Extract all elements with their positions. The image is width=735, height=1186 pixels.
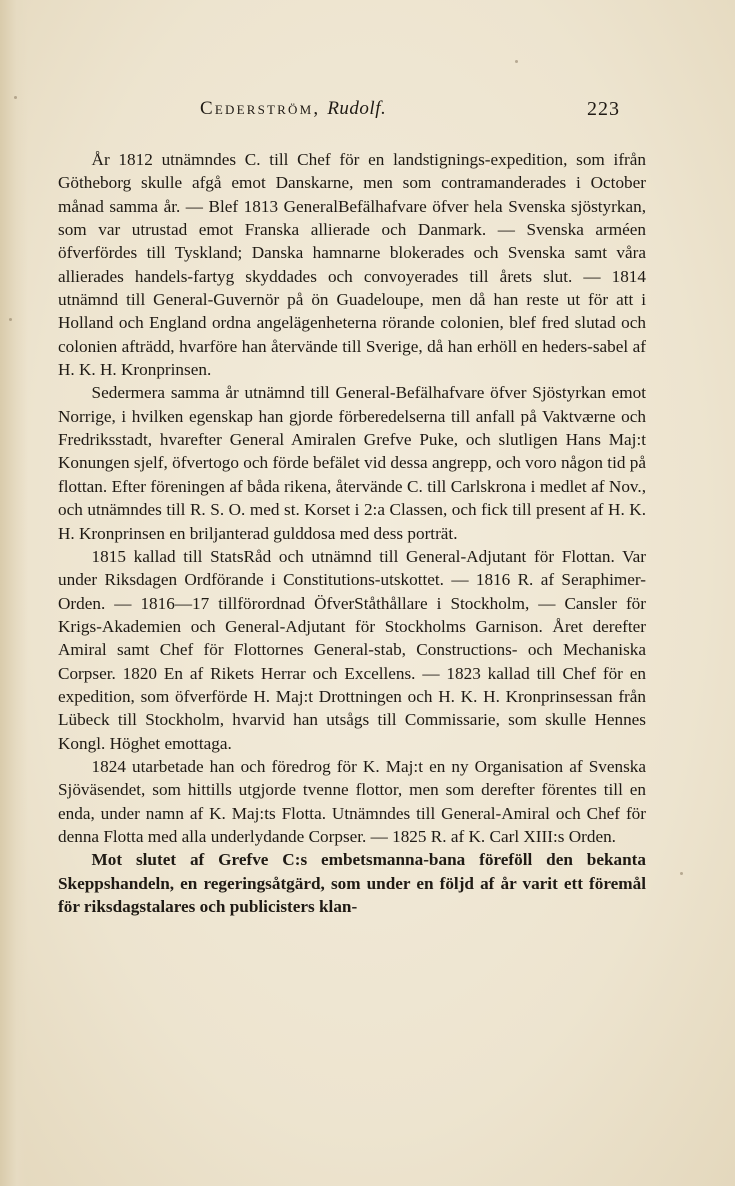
paragraph-norway-campaign: Sedermera samma år utnämnd till General-Befälhafvare öfver Sjöstyrkan emot Norrige, i hvilken egenskap han gjorde förberedelserna till anfall på Vaktværne och Fredriksstadt, hvarefter General Amiralen Grefve Puke, och slutligen Hans Maj:t Konungen sjelf, öfvertogo och förde befälet vid dessa angrepp, och voro någon tid på flottan. Efter föreningen af båda rikena, återvände C. till Carlskrona i medlet af Nov., och utnämndes till R. S. O. med st. Korset i 2:a Classen, och fick till present af H. K. H. Kronprinsen en briljanterad gulddosa med dess porträt.	[58, 383, 646, 543]
paper-foxing-spot	[9, 318, 12, 321]
running-head	[200, 98, 386, 120]
page-header	[200, 98, 620, 128]
paper-foxing-spot	[515, 60, 518, 63]
page-gutter-shadow	[0, 0, 28, 1186]
body-text	[58, 148, 646, 918]
page-number: 223	[587, 98, 620, 120]
paragraph-skeppshandeln: Mot slutet af Grefve C:s embetsmanna-bana föreföll den bekanta Skeppshandeln, en regeringsåtgärd, som under en följd af år varit ett föremål för riksdagstalares och publicisters klan-	[58, 850, 646, 916]
running-head-surname: Cederström,	[200, 98, 321, 119]
paragraph-1812-1814: År 1812 utnämndes C. till Chef för en landstignings-expedition, som ifrån Götheborg skulle afgå emot Danskarne, men som contramanderades i October månad samma år. — Blef 1813 GeneralBefälhafvare öfver hela Svenska sjöstyrkan, som var utrustad emot Franska allierade och Danmark. — Svenska arméen öfverfördes till Tyskland; Danska hamnarne blokerades och Svenska samt våra allierades handels-fartyg skyddades och convoyerades till årets slut. — 1814 utnämnd till General-Guvernör på ön Guadeloupe, men då han reste ut för att i Holland och England ordna angelägenheterna rörande colonien, blef fred slutad och colonien afträdd, hvarföre han återvände till Sverige, då han erhöll en heders-sabel af H. K. H. Kronprinsen.	[58, 150, 646, 380]
paragraph-1824-1825: 1824 utarbetade han och föredrog för K. Maj:t en ny Organisation af Svenska Sjöväsendet, som hittills utgjorde tvenne flottor, men som derefter förentes till en enda, under namn af K. Maj:ts Flotta. Utnämndes till General-Amiral och Chef för denna Flotta med alla underlydande Corpser. — 1825 R. af K. Carl XIII:s Orden.	[58, 756, 646, 846]
paper-foxing-spot	[14, 96, 17, 99]
running-head-given-name: Rudolf.	[327, 98, 387, 119]
paper-foxing-spot	[680, 872, 683, 875]
paragraph-1815-1823: 1815 kallad till StatsRåd och utnämnd till General-Adjutant för Flottan. Var under Riksdagen Ordförande i Constitutions-utskottet. — 1816 R. af Seraphimer-Orden. — 1816—17 tillförordnad ÖfverStåthållare i Stockholm, — Cansler för Krigs-Akademien och General-Adjutant för Stockholms Garnison. Året derefter Amiral samt Chef för Flottornes General-stab, Constructions- och Mechaniska Corpser. 1820 En af Rikets Herrar och Excellens. — 1823 kallad till Chef för en expedition, som öfverförde H. Maj:t Drottningen och H. K. H. Kronprinsessan från Lübeck till Stockholm, hvarvid han utsågs till Commissarie, som skulle Hennes Kongl. Höghet emottaga.	[58, 546, 646, 753]
